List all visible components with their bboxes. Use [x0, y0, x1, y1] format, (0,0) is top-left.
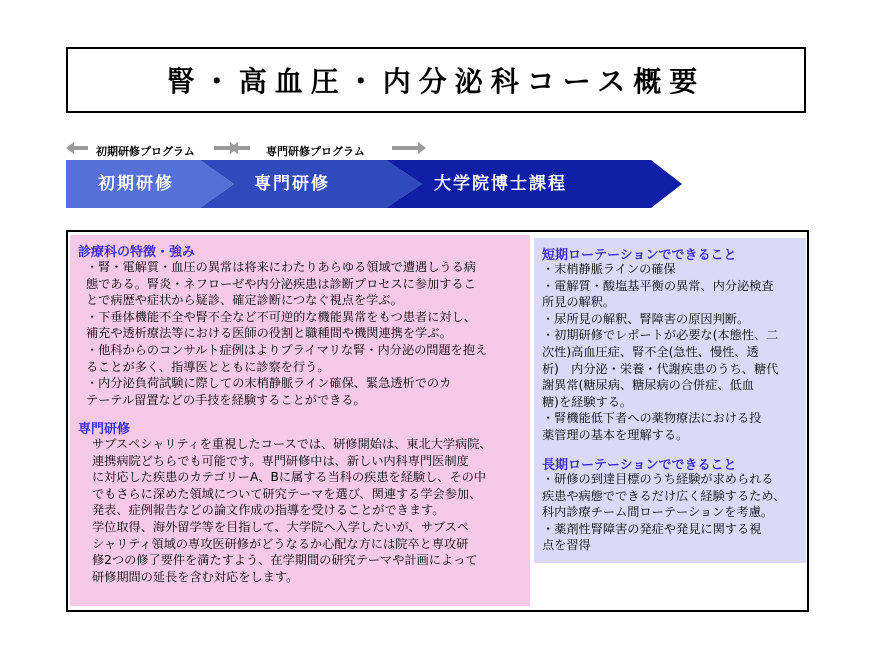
chevron-label-initial: 初期研修 — [98, 174, 174, 194]
text-line: ・他科からのコンサルト症例はよりプライマリな腎・内分泌の問題を抱え — [86, 342, 488, 357]
text-line: 謝異常(糖尿病、糖尿病の合併症、低血 — [542, 378, 754, 393]
text-line: ・末梢静脈ラインの確保 — [542, 262, 676, 276]
text-line: 疾患や病態でできるだけ広く経験するため、 — [542, 488, 786, 503]
left-arrow-icon — [238, 146, 250, 150]
chevron-label-specialist: 専門研修 — [254, 174, 330, 194]
specialist-program-label: 専門研修プログラム — [266, 145, 365, 158]
text-line: ・腎・電解質・血圧の異常は将来にわたりあらゆる領域で遭遇しうる病 — [86, 260, 476, 274]
right-arrow-icon — [214, 146, 230, 150]
text-line: 点を習得 — [542, 538, 591, 553]
text-line: ・下垂体機能不全や腎不全など不可逆的な機能異常をもつ患者に対し、 — [86, 309, 476, 324]
features-text — [86, 259, 487, 408]
right-arrow-icon — [392, 146, 418, 150]
initial-program-label: 初期研修プログラム — [96, 145, 195, 158]
text-line: ・初期研修でレポートが必要な(本態性、二 — [542, 328, 779, 343]
text-line: ・腎機能低下者への薬物療法における投 — [542, 411, 762, 426]
long-rotation-heading: 長期ローテーションでできること — [542, 458, 737, 473]
left-arrow-icon — [74, 146, 88, 150]
text-line: ・尿所見の解釈、腎障害の原因判断。 — [542, 311, 750, 326]
text-line: 連携病院どちらでも可能です。専門研修中は、新しい内科専門医制度 — [92, 453, 469, 468]
text-line: に対応した疾患のカテゴリーA、Bに属する当科の疾患を経験し、その中 — [92, 470, 487, 485]
chevron-label-graduate: 大学院博士課程 — [434, 174, 567, 194]
text-line: 所見の解釈。 — [542, 295, 616, 310]
text-line: とで病歴や症状から疑診、確定診断につなぐ視点を学ぶ。 — [86, 293, 403, 308]
specialist-text — [92, 436, 492, 585]
text-line: 態である。腎炎・ネフローゼや内分泌疾患は診断プロセスに参加するこ — [86, 276, 476, 291]
text-line: 研修期間の延長を含む対応をします。 — [92, 569, 299, 584]
program-chevrons — [66, 160, 686, 208]
page-title: 腎・高血圧・内分泌科コース概要 — [166, 65, 706, 98]
specialist-heading: 専門研修 — [78, 422, 131, 437]
course-title-box — [66, 47, 806, 113]
text-line: 発表、症例報告などの論文作成の指導を受けることができます。 — [92, 503, 445, 518]
features-heading: 診療科の特徴・強み — [78, 245, 196, 260]
text-line: 修2つの修了要件を満たすよう、在学期間の研究テーマや計画によって — [92, 553, 478, 568]
text-line: ・研修の到達目標のうち経験が求められる — [542, 472, 774, 486]
text-line: ・内分泌負荷試験に際しての末梢静脈ライン確保、緊急透析でのカ — [86, 376, 452, 391]
text-line: ることが多く、指導医とともに診察を行う。 — [86, 359, 330, 374]
text-line: 補充や透析療法等における医師の役割と職種間や機関連携を学ぶ。 — [86, 326, 452, 341]
text-line: サブスペシャリティを重視したコースでは、研修開始は、東北大学病院、 — [92, 437, 492, 451]
text-line: ・薬剤性腎障害の発症や発見に関する視 — [542, 521, 762, 536]
text-line: 学位取得、海外留学等を目指して、大学院へ入学したいが、サブスペ — [92, 519, 470, 534]
text-line: ・電解質・酸塩基平衡の異常、内分泌検査 — [542, 278, 774, 293]
short-rotation-heading: 短期ローテーションでできること — [542, 248, 737, 263]
text-line: 科内診療チーム間ローテーションを考慮。 — [542, 505, 774, 520]
text-line: でもさらに深めた領域について研究テーマを選び、関連する学会参加、 — [92, 486, 482, 501]
text-line: 糖)を経験する。 — [542, 394, 633, 409]
long-rotation-text — [542, 471, 785, 554]
text-line: テーテル留置などの手技を経験することができる。 — [86, 392, 366, 407]
text-line: 薬管理の基本を理解する。 — [542, 427, 689, 442]
text-line: 次性)高血圧症、腎不全(急性、慢性、透 — [542, 344, 759, 359]
short-rotation-text — [542, 261, 778, 444]
text-line: シャリティ領域の専攻医研修がどうなるか心配な方には院卒と専攻研 — [92, 536, 469, 551]
text-line: 析) 内分泌・栄養・代謝疾患のうち、糖代 — [542, 361, 779, 376]
